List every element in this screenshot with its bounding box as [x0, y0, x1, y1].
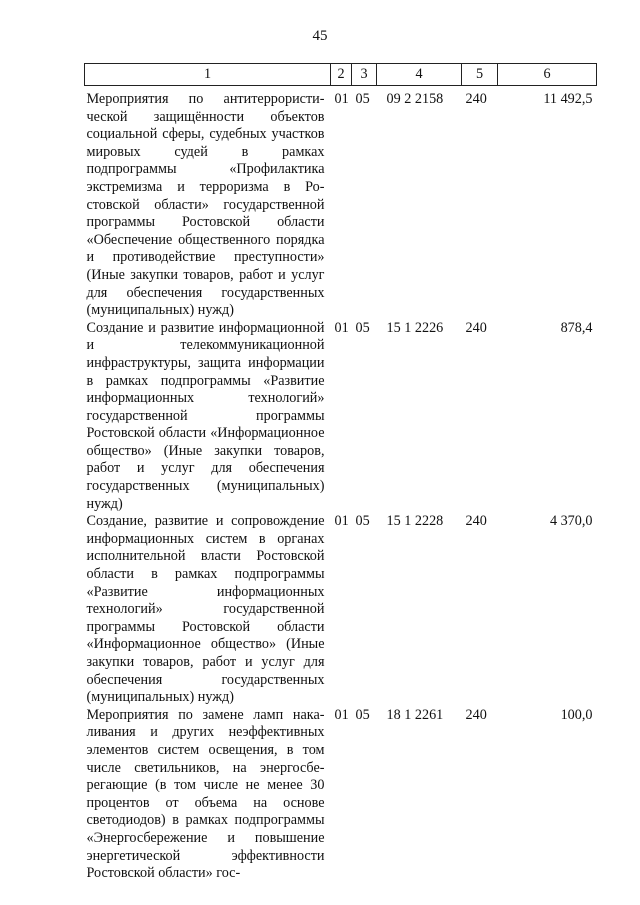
- table-header: [85, 64, 597, 86]
- table-row: [85, 91, 597, 320]
- row-section-code: 01: [334, 91, 349, 107]
- header-row: [85, 64, 597, 86]
- row-subsection-code: 05: [355, 513, 370, 530]
- budget-table: [84, 63, 597, 883]
- row-expense-type: 240: [465, 706, 487, 723]
- row-description: Создание, развитие и сопровождение информационных систем в органах исполнительной власти Ростовской области в рамках подпрограммы «Развитие информационных технологий» государственной программы Ростовской области «Информационное общество» (Иные закупки товаров, работ и услуг для обеспечения государственных (муниципальных) нужд): [86, 513, 325, 706]
- row-subsection-code: 05: [355, 91, 370, 107]
- row-target-article: 09 2 2158: [386, 91, 444, 107]
- row-target-article: 15 1 2226: [386, 319, 444, 336]
- row-subsection-code: 05: [355, 319, 370, 336]
- page-number: 45: [312, 28, 328, 44]
- row-section-code: 01: [334, 319, 349, 336]
- row-subsection-code: 05: [355, 706, 370, 723]
- header-col-5: 5: [462, 64, 498, 86]
- row-description: Мероприятия по замене ламп накаливания и других неэффективных элементов систем освещения, в том числе светильников, на энергосберегающие (в том числе не менее 30 процентов от объема на основе светодиодов) в рамках подпрограммы «Энергосбережение и повышение энергетической эффективности Ростовской области» гос-: [86, 706, 325, 882]
- row-section-code: 01: [334, 513, 349, 530]
- table-row: [85, 513, 597, 707]
- header-col-6: 6: [498, 64, 597, 86]
- row-amount: 878,4: [560, 319, 593, 336]
- row-expense-type: 240: [465, 513, 487, 530]
- header-col-4: 4: [377, 64, 462, 86]
- row-section-code: 01: [334, 706, 349, 723]
- header-col-2: 2: [331, 64, 352, 86]
- row-amount: 4 370,0: [549, 513, 593, 530]
- header-col-1: 1: [85, 64, 331, 86]
- row-expense-type: 240: [465, 319, 487, 336]
- row-target-article: 15 1 2228: [386, 513, 444, 530]
- table-row: [85, 707, 597, 883]
- row-description: Мероприятия по антитеррористической защищённости объектов социальной сферы, судебных участков мировых судей в рамках подпрограммы «Профилактика экстремизма и терроризма в Ростовской области» государственной программы Ростовской области «Обеспечение общественного порядка и противодействие преступности» (Иные закупки товаров, работ и услуг для обеспечения государственных (муниципальных) нужд): [86, 91, 325, 319]
- row-description: Создание и развитие информационной и телекоммуникационной инфраструктуры, защита информации в рамках подпрограммы «Развитие информационных технологий» государственной программы Ростовской области «Информационное общество» (Иные закупки товаров, работ и услуг для обеспечения государственных (муниципальных) нужд): [86, 319, 325, 512]
- table-row: [85, 320, 597, 514]
- header-col-3: 3: [352, 64, 377, 86]
- row-expense-type: 240: [465, 91, 487, 107]
- row-target-article: 18 1 2261: [386, 706, 444, 723]
- table-body: [85, 86, 597, 883]
- row-amount: 100,0: [560, 706, 593, 723]
- row-amount: 11 492,5: [543, 91, 593, 107]
